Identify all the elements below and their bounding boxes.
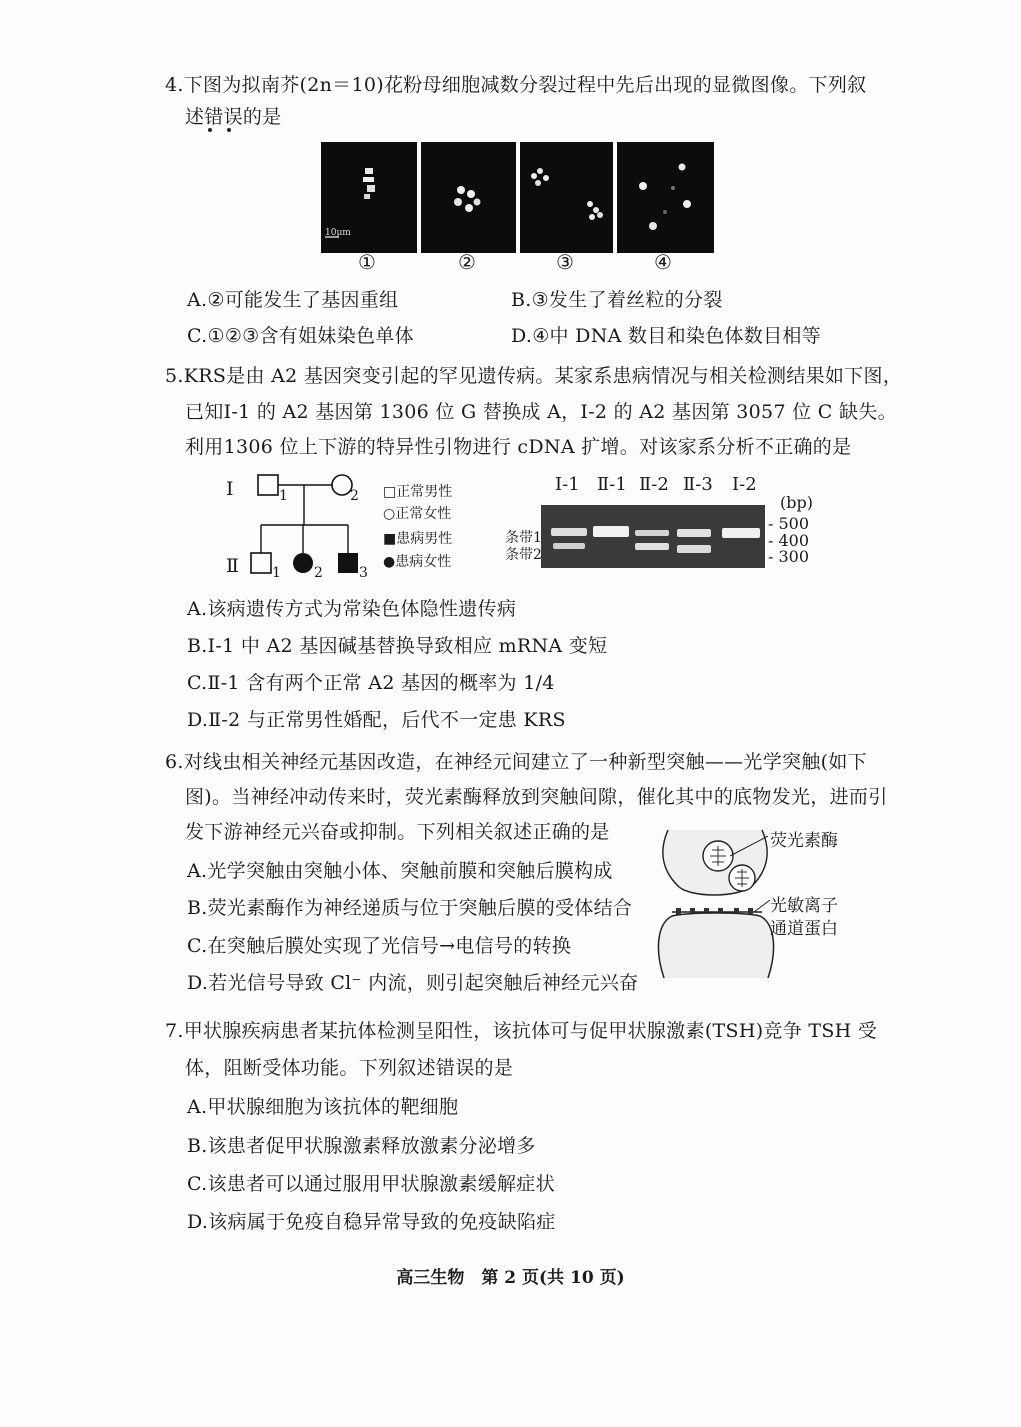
micrograph-4 <box>617 142 714 253</box>
q4-option-a[interactable]: A.②可能发生了基因重组 <box>187 289 399 311</box>
legend-normal-female: ○正常女性 <box>383 506 452 522</box>
individual-II-1: 1 <box>272 565 281 581</box>
bp-500-value: 500 <box>778 514 810 533</box>
micrograph-2 <box>421 142 516 253</box>
band-2-label: 条带2 <box>505 547 542 563</box>
q6-option-b[interactable]: B.荧光素酶作为神经递质与位于突触后膜的受体结合 <box>187 897 633 919</box>
q5-option-b[interactable]: B.Ⅰ-1 中 A2 基因碱基替换导致相应 mRNA 变短 <box>187 635 608 657</box>
legend-normal-male: □正常男性 <box>383 484 453 500</box>
q6-stem-line3: 发下游神经元兴奋或抑制。下列相关叙述正确的是 <box>185 821 610 843</box>
label-light-channel-1: 光敏离子 <box>770 896 838 916</box>
generation-label-II: Ⅱ <box>226 555 239 577</box>
scale-bar-label: 10μm <box>325 228 351 238</box>
q5-option-d[interactable]: D.Ⅱ-2 与正常男性婚配，后代不一定患 KRS <box>187 709 566 731</box>
gel-electrophoresis-image <box>541 505 765 568</box>
gel-lane-II-2: Ⅱ-2 <box>639 474 669 495</box>
q5-stem-line3: 利用1306 位上下游的特异性引物进行 cDNA 扩增。对该家系分析不正确的是 <box>185 436 852 458</box>
q7-option-b[interactable]: B.该患者促甲状腺激素释放激素分泌增多 <box>187 1135 536 1157</box>
bp-400: - 400 <box>768 531 810 550</box>
q6-stem-line2: 图)。当神经冲动传来时，荧光素酶释放到突触间隙，催化其中的底物发光，进而引 <box>185 786 888 808</box>
q4-stem-line1: 4.下图为拟南芥(2n＝10)花粉母细胞减数分裂过程中先后出现的显微图像。下列叙 <box>165 74 867 96</box>
gel-lane-II-1: Ⅱ-1 <box>597 474 627 495</box>
individual-II-3: 3 <box>359 565 368 581</box>
gel-lane-I-2: Ⅰ-2 <box>732 474 757 495</box>
gel-lane-I-1: Ⅰ-1 <box>555 474 580 495</box>
legend-affected-male: ■患病男性 <box>383 531 453 547</box>
pedigree-chart <box>220 465 380 585</box>
bp-500: - 500 <box>768 514 810 533</box>
gel-lane-II-3: Ⅱ-3 <box>683 474 713 495</box>
emphasis-dot <box>227 128 231 132</box>
bp-unit: (bp) <box>780 493 813 512</box>
q7-stem-line1: 7.甲状腺疾病患者某抗体检测呈阳性，该抗体可与促甲状腺激素(TSH)竞争 TSH 受 <box>165 1020 878 1042</box>
individual-I-2: 2 <box>350 488 359 504</box>
label-luciferase: 荧光素酶 <box>770 831 838 851</box>
micrograph-label-3: ③ <box>556 250 574 274</box>
micrograph-label-2: ② <box>458 250 476 274</box>
bp-400-value: 400 <box>778 531 810 550</box>
generation-label-I: Ⅰ <box>226 478 234 500</box>
micrograph-label-4: ④ <box>654 250 672 274</box>
q5-stem-line1: 5.KRS是由 A2 基因突变引起的罕见遗传病。某家系患病情况与相关检测结果如下图， <box>165 365 903 387</box>
bp-300: - 300 <box>768 547 810 566</box>
q7-option-d[interactable]: D.该病属于免疫自稳异常导致的免疫缺陷症 <box>187 1211 556 1233</box>
q7-option-c[interactable]: C.该患者可以通过服用甲状腺激素缓解症状 <box>187 1173 555 1195</box>
q5-stem-line2: 已知Ⅰ-1 的 A2 基因第 1306 位 G 替换成 A，Ⅰ-2 的 A2 基因第 3057 位 C 缺失。 <box>185 401 897 423</box>
q6-option-d[interactable]: D.若光信号导致 Cl⁻ 内流，则引起突触后神经元兴奋 <box>187 972 639 994</box>
synapse-diagram <box>650 828 780 983</box>
label-light-channel-2: 通道蛋白 <box>770 919 838 939</box>
q5-option-a[interactable]: A.该病遗传方式为常染色体隐性遗传病 <box>187 598 517 620</box>
q4-option-c[interactable]: C.①②③含有姐妹染色单体 <box>187 325 414 347</box>
q4-stem-line2: 述错误的是 <box>185 106 282 128</box>
q7-stem-line2: 体，阻断受体功能。下列叙述错误的是 <box>185 1057 514 1079</box>
q6-option-c[interactable]: C.在突触后膜处实现了光信号→电信号的转换 <box>187 935 572 957</box>
q6-stem-line1: 6.对线虫相关神经元基因改造，在神经元间建立了一种新型突触——光学突触(如下 <box>165 751 867 773</box>
individual-I-1: 1 <box>279 488 288 504</box>
q4-option-d[interactable]: D.④中 DNA 数目和染色体数目相等 <box>511 325 821 347</box>
micrograph-3 <box>520 142 613 253</box>
page-footer: 高三生物 第 2 页(共 10 页) <box>396 1268 625 1288</box>
q5-option-c[interactable]: C.Ⅱ-1 含有两个正常 A2 基因的概率为 1/4 <box>187 672 555 694</box>
bp-300-value: 300 <box>778 547 810 566</box>
q7-option-a[interactable]: A.甲状腺细胞为该抗体的靶细胞 <box>187 1096 459 1118</box>
band-1-label: 条带1 <box>505 530 542 546</box>
q4-option-b[interactable]: B.③发生了着丝粒的分裂 <box>511 289 723 311</box>
micrograph-label-1: ① <box>358 250 376 274</box>
individual-II-2: 2 <box>314 565 323 581</box>
emphasis-dot <box>208 128 212 132</box>
q6-option-a[interactable]: A.光学突触由突触小体、突触前膜和突触后膜构成 <box>187 860 613 882</box>
legend-affected-female: ●患病女性 <box>383 554 452 570</box>
